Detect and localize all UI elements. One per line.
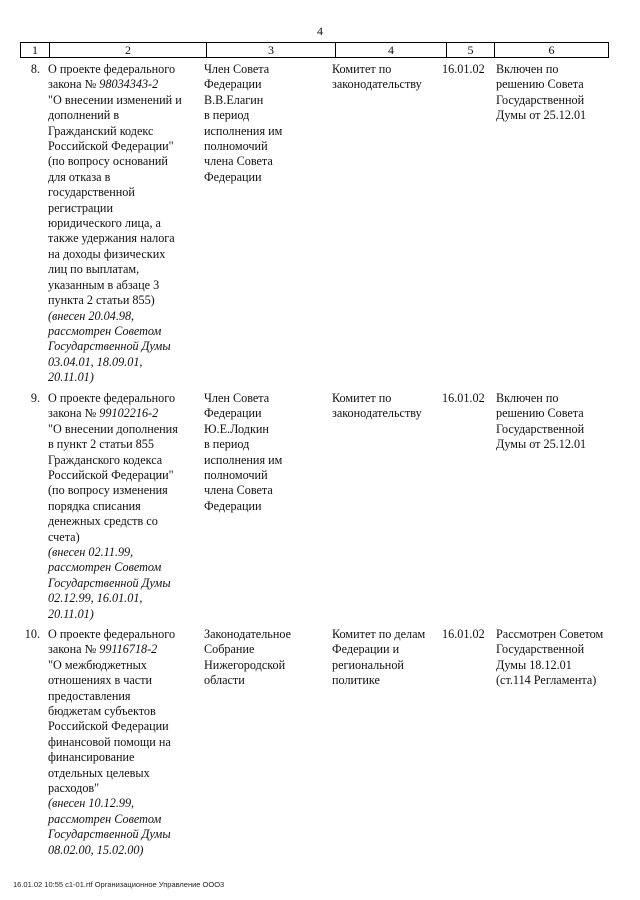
initiator-line: Ю.Е.Лодкин [204, 421, 269, 436]
bill-description-line [48, 642, 212, 657]
bill-description-line [48, 530, 212, 545]
bill-description-line [48, 154, 212, 169]
text-fragment: Российской Федерации" [48, 139, 174, 154]
bill-description-line [48, 278, 212, 293]
bill-description-line [48, 483, 212, 498]
row-number: 10. [24, 627, 40, 641]
initiator-line: Федерации [204, 498, 262, 513]
status-line: Рассмотрен Советом [496, 627, 604, 641]
text-fragment: отношениях в части [48, 673, 153, 688]
date: 16.01.02 [442, 391, 485, 405]
text-fragment: (по вопросу изменения [48, 483, 168, 498]
text-fragment: регистрации [48, 200, 113, 215]
status-line: Включен по [496, 62, 559, 76]
bill-description-line [48, 514, 212, 529]
text-fragment: государственной [48, 185, 135, 200]
bill-description-line [48, 216, 212, 231]
text-fragment: денежных средств со [48, 514, 158, 529]
text-fragment: в пункт 2 статьи 855 [48, 437, 154, 452]
initiator-line: полномочий [204, 468, 268, 483]
initiator-line: члена Совета [204, 154, 273, 169]
bill-description-line [48, 719, 212, 734]
text-fragment: финансирование [48, 750, 135, 765]
bill-description-line [48, 391, 212, 406]
initiator-line: области [204, 673, 245, 688]
bill-description-line [48, 185, 212, 200]
bill-description-line [48, 93, 212, 108]
committee-line: Комитет по [332, 62, 392, 76]
italic-fragment: (внесен 10.12.99, [48, 796, 135, 811]
bill-description [48, 391, 212, 622]
committee [332, 391, 442, 422]
committee-line: политике [332, 673, 380, 688]
status-line: решению Совета [496, 77, 584, 92]
bill-description [48, 627, 212, 858]
text-fragment: юридического лица, а [48, 216, 161, 231]
status [496, 627, 616, 689]
text-fragment: "О межбюджетных [48, 657, 147, 672]
status-line: Думы от 25.12.01 [496, 437, 587, 452]
row-number: 8. [30, 62, 40, 76]
status [496, 62, 616, 124]
bill-description-line [48, 560, 212, 575]
column-header-4: 4 [336, 43, 447, 58]
bill-description-line [48, 201, 212, 216]
italic-fragment: Государственной Думы [48, 575, 171, 590]
text-fragment: также удержания налога [48, 231, 175, 246]
initiator [204, 62, 324, 185]
text-fragment: О проекте федерального [48, 627, 176, 641]
italic-fragment: Государственной Думы [48, 339, 171, 354]
text-fragment: на доходы физических [48, 246, 166, 261]
committee-line: Комитет по делам [332, 627, 426, 641]
bill-description-line [48, 247, 212, 262]
text-fragment: "О внесении изменений и [48, 92, 182, 107]
italic-fragment: 02.12.99, 16.01.01, [48, 591, 143, 606]
bill-description-line [48, 170, 212, 185]
date: 16.01.02 [442, 627, 485, 641]
text-fragment: счета) [48, 529, 80, 544]
bill-description-line [48, 627, 212, 642]
bill-description-line [48, 812, 212, 827]
bill-description-line [48, 545, 212, 560]
date: 16.01.02 [442, 62, 485, 76]
bill-description-line [48, 62, 212, 77]
initiator-line: исполнения им [204, 452, 283, 467]
column-header-2: 2 [50, 43, 207, 58]
bill-description-line [48, 607, 212, 622]
bill-description [48, 62, 212, 386]
initiator-line: Федерации [204, 406, 262, 421]
bill-description-line [48, 735, 212, 750]
text-fragment: Гражданского кодекса [48, 452, 163, 467]
italic-fragment: 20.11.01) [48, 606, 94, 621]
bill-description-line [48, 499, 212, 514]
bill-description-line [48, 704, 212, 719]
bill-description-line [48, 591, 212, 606]
initiator-line: Собрание [204, 642, 255, 657]
text-fragment: закона № [48, 77, 100, 92]
status-line: Государственной [496, 92, 585, 107]
committee [332, 627, 442, 689]
status-line: Включен по [496, 391, 559, 405]
bill-description-line [48, 324, 212, 339]
italic-fragment: 08.02.00, 15.02.00) [48, 842, 144, 857]
bill-description-line [48, 339, 212, 354]
italic-fragment: рассмотрен Советом [48, 560, 162, 575]
committee-line: законодательству [332, 406, 422, 421]
status [496, 391, 616, 453]
column-header-3: 3 [207, 43, 336, 58]
bill-description-line [48, 108, 212, 123]
committee-line: региональной [332, 657, 404, 672]
italic-fragment: 20.11.01) [48, 370, 94, 385]
text-fragment: Российской Федерации [48, 719, 169, 734]
bill-description-line [48, 689, 212, 704]
text-fragment: указанным в абзаце 3 [48, 277, 160, 292]
initiator-line: В.В.Елагин [204, 92, 264, 107]
text-fragment: порядка списания [48, 498, 141, 513]
italic-fragment: рассмотрен Советом [48, 811, 162, 826]
page-number: 4 [317, 24, 323, 38]
italic-fragment: (внесен 20.04.98, [48, 308, 135, 323]
column-header-row [21, 43, 609, 58]
bill-description-line [48, 309, 212, 324]
text-fragment: (по вопросу оснований [48, 154, 168, 169]
italic-fragment: (внесен 02.11.99, [48, 545, 134, 560]
initiator-line: в период [204, 437, 250, 452]
bill-description-line [48, 124, 212, 139]
text-fragment: бюджетам субъектов [48, 704, 156, 719]
text-fragment: предоставления [48, 688, 131, 703]
text-fragment: расходов" [48, 781, 100, 796]
text-fragment: Российской Федерации" [48, 468, 174, 483]
initiator-line: члена Совета [204, 483, 273, 498]
status-line: Думы от 25.12.01 [496, 108, 587, 123]
footer-print-info: 16.01.02 10:55 c1-01.rtf Организационное Управление ООО3 [13, 880, 225, 889]
bill-description-line [48, 796, 212, 811]
bill-description-line [48, 422, 212, 437]
column-header-5: 5 [447, 43, 495, 58]
text-fragment: лиц по выплатам, [48, 262, 140, 277]
italic-fragment: 99116718-2 [99, 642, 158, 657]
committee-line: законодательству [332, 77, 422, 92]
bill-description-line [48, 827, 212, 842]
bill-description-line [48, 658, 212, 673]
bill-description-line [48, 468, 212, 483]
bill-description-line [48, 673, 212, 688]
text-fragment: отдельных целевых [48, 765, 150, 780]
committee [332, 62, 442, 93]
status-line: Государственной [496, 421, 585, 436]
column-header-table [20, 42, 609, 58]
bill-description-line [48, 406, 212, 421]
bill-description-line [48, 750, 212, 765]
bill-description-line [48, 293, 212, 308]
committee-line: Федерации и [332, 642, 400, 657]
initiator-line: Федерации [204, 77, 262, 92]
text-fragment: закона № [48, 642, 100, 657]
bill-description-line [48, 77, 212, 92]
italic-fragment: 99102216-2 [99, 406, 159, 421]
text-fragment: закона № [48, 406, 100, 421]
text-fragment: Гражданский кодекс [48, 123, 154, 138]
bill-description-line [48, 453, 212, 468]
text-fragment: финансовой помощи на [48, 734, 171, 749]
text-fragment: для отказа в [48, 169, 111, 184]
text-fragment: дополнений в [48, 108, 120, 123]
status-line: Государственной [496, 642, 585, 657]
initiator-line: Федерации [204, 169, 262, 184]
italic-fragment: 98034343-2 [99, 77, 159, 92]
initiator-line: Законодательное [204, 627, 292, 641]
initiator-line: Член Совета [204, 62, 270, 76]
bill-description-line [48, 576, 212, 591]
italic-fragment: 03.04.01, 18.09.01, [48, 354, 143, 369]
bill-description-line [48, 766, 212, 781]
italic-fragment: рассмотрен Советом [48, 323, 162, 338]
initiator [204, 391, 324, 514]
text-fragment: пункта 2 статьи 855) [48, 293, 155, 308]
bill-description-line [48, 370, 212, 385]
bill-description-line [48, 262, 212, 277]
initiator-line: исполнения им [204, 123, 283, 138]
status-line: Думы 18.12.01 [496, 657, 572, 672]
column-header-6: 6 [495, 43, 609, 58]
initiator [204, 627, 324, 689]
bill-description-line [48, 139, 212, 154]
bill-description-line [48, 231, 212, 246]
text-fragment: О проекте федерального [48, 62, 176, 76]
initiator-line: Член Совета [204, 391, 270, 405]
bill-description-line [48, 781, 212, 796]
column-header-1: 1 [21, 43, 50, 58]
text-fragment: О проекте федерального [48, 391, 176, 405]
status-line: (ст.114 Регламента) [496, 673, 597, 688]
text-fragment: "О внесении дополнения [48, 421, 178, 436]
italic-fragment: Государственной Думы [48, 827, 171, 842]
initiator-line: в период [204, 108, 250, 123]
bill-description-line [48, 843, 212, 858]
initiator-line: полномочий [204, 139, 268, 154]
initiator-line: Нижегородской [204, 657, 286, 672]
committee-line: Комитет по [332, 391, 392, 405]
bill-description-line [48, 355, 212, 370]
status-line: решению Совета [496, 406, 584, 421]
bill-description-line [48, 437, 212, 452]
row-number: 9. [30, 391, 40, 405]
